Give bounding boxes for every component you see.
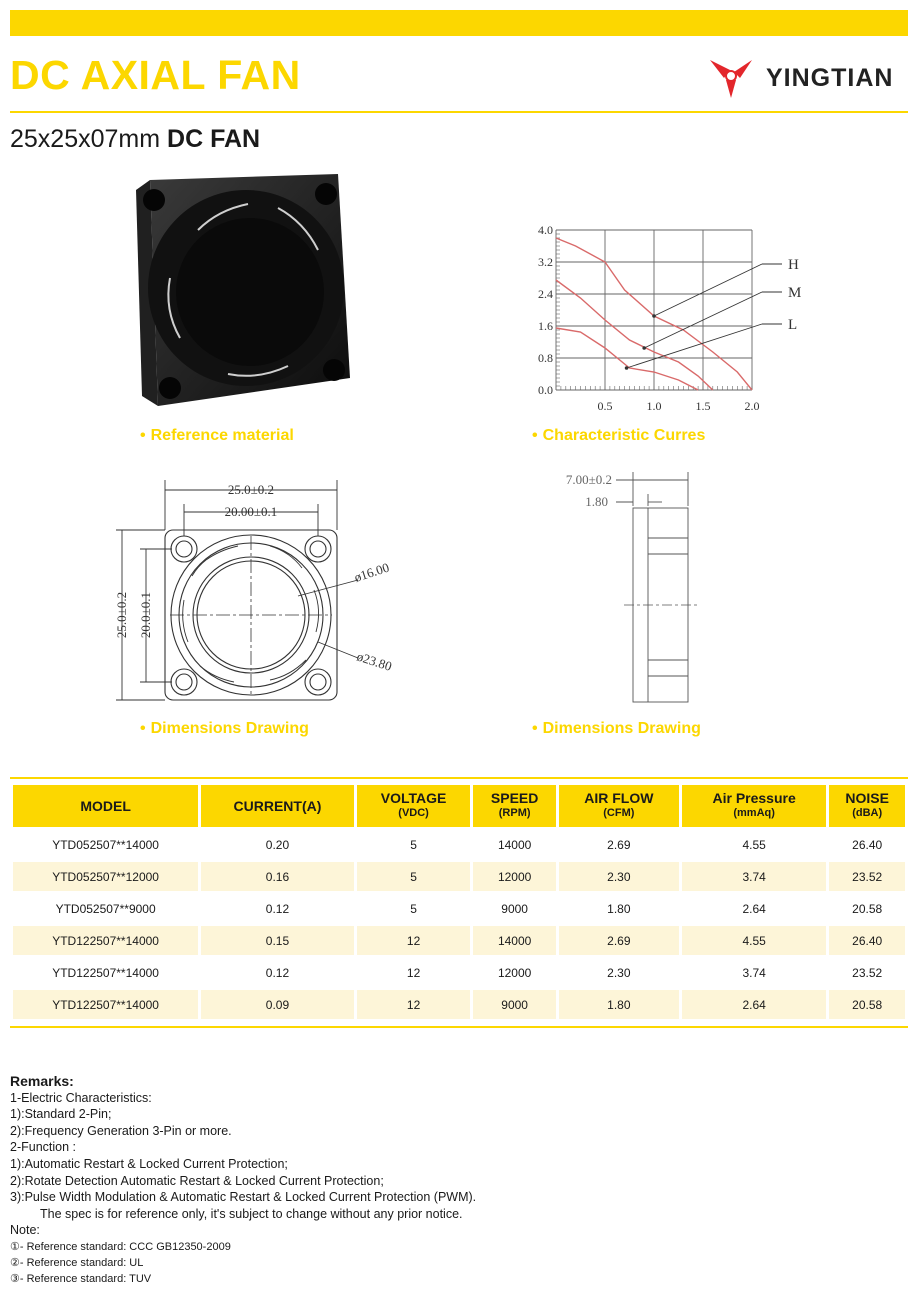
column-header-label: SPEED (490, 790, 539, 806)
table-row (13, 894, 905, 923)
table-top-divider (10, 777, 908, 779)
dim-outer-diameter-label: ø23.80 (355, 648, 394, 674)
table-cell: 2.64 (682, 990, 826, 1019)
header-divider (10, 111, 908, 113)
subtitle-type: DC FAN (167, 125, 261, 153)
dim-thickness-label: 7.00±0.2 (565, 472, 612, 487)
remark-line: 2):Rotate Detection Automatic Restart & Locked Current Protection; (10, 1173, 384, 1188)
table-cell: 26.40 (852, 837, 883, 852)
table-cell: 2.30 (607, 965, 631, 980)
table-row (13, 958, 905, 987)
product-subtitle (10, 125, 260, 154)
fan-photo (128, 170, 358, 410)
subtitle-size: 25x25x07mm (10, 125, 161, 153)
x-tick-label: 1.0 (646, 399, 662, 413)
series-label-M: M (788, 285, 802, 301)
y-tick-label: 1.6 (538, 319, 553, 333)
leader-line-L (627, 324, 762, 368)
remark-line: 1):Standard 2-Pin; (10, 1107, 112, 1122)
table-row (13, 926, 905, 955)
leader-dot-H (652, 314, 656, 318)
column-header (682, 785, 826, 827)
dim-width-label: 25.0±0.2 (227, 482, 275, 497)
column-header-label: Air Pressure (712, 790, 796, 806)
table-cell: 14000 (497, 837, 532, 852)
note-label: Note: (10, 1223, 40, 1238)
table-cell: 5 (410, 837, 417, 852)
column-header-label: VOLTAGE (380, 790, 447, 806)
brand-name: YINGTIAN (766, 64, 894, 92)
table-cell: 12 (357, 990, 471, 1019)
y-tick-label: 0.8 (538, 351, 553, 365)
column-header-unit: (dBA) (852, 807, 883, 819)
table-cell: YTD122507**14000 (13, 990, 198, 1019)
table-row (13, 990, 905, 1019)
reference-standard: ②- Reference standard: UL (10, 1256, 144, 1269)
series-label-H: H (788, 257, 799, 273)
table-cell: 0.20 (265, 837, 290, 852)
table-cell: YTD052507**12000 (13, 862, 198, 891)
top-accent-bar (10, 10, 908, 36)
table-bottom-divider (10, 1026, 908, 1028)
column-header-unit: (mmAq) (733, 807, 775, 819)
caption-characteristic-curves: • Characteristic Curres (532, 427, 705, 445)
table-cell: 12000 (473, 862, 555, 891)
column-header-unit: (VDC) (398, 807, 429, 819)
y-tick-label: 4.0 (538, 223, 553, 237)
caption-dimensions-side: • Dimensions Drawing (532, 720, 701, 738)
table-cell: 26.40 (829, 926, 905, 955)
table-cell: 0.09 (201, 990, 353, 1019)
table-body (13, 830, 905, 1019)
table-cell: 9000 (473, 990, 555, 1019)
column-header-label: AIR FLOW (584, 790, 654, 806)
y-tick-label: 0.0 (538, 383, 553, 397)
characteristic-chart (520, 218, 800, 418)
reference-standard: ①- Reference standard: CCC GB12350-2009 (10, 1240, 231, 1253)
brand-logo (706, 56, 910, 100)
table-cell: 20.58 (852, 901, 883, 916)
column-header-label: NOISE (845, 790, 889, 806)
table-cell: 14000 (473, 926, 555, 955)
table-cell: 9000 (501, 901, 528, 916)
dim-hole-spacing-vertical-label: 20.0±0.1 (138, 591, 153, 639)
leader-line-H (654, 264, 762, 316)
spec-table (10, 782, 908, 1022)
table-cell: 4.55 (742, 837, 766, 852)
table-cell: 0.15 (201, 926, 353, 955)
column-header-label: CURRENT(A) (233, 797, 322, 814)
chart-grid (556, 230, 752, 390)
table-cell: 5 (357, 862, 471, 891)
y-tick-label: 2.4 (538, 287, 553, 301)
table-cell: 1.80 (607, 901, 631, 916)
caption-dimensions-front: • Dimensions Drawing (140, 720, 309, 738)
remark-line: 2):Frequency Generation 3-Pin or more. (10, 1123, 232, 1138)
x-tick-label: 0.5 (597, 399, 613, 413)
table-cell: YTD122507**14000 (52, 965, 159, 980)
x-tick-label: 2.0 (744, 399, 760, 413)
x-tick-label: 1.5 (695, 399, 711, 413)
dim-flange-label: 1.80 (585, 494, 608, 509)
leader-dot-L (625, 366, 629, 370)
y-tick-label: 3.2 (538, 255, 553, 269)
table-cell: 0.16 (201, 862, 353, 891)
remarks-title: Remarks: (10, 1073, 74, 1089)
remark-line: 2-Function : (10, 1140, 77, 1155)
table-cell: 12 (406, 965, 421, 980)
table-row (13, 830, 905, 859)
table-cell: 23.52 (829, 862, 905, 891)
column-header-unit: (RPM) (498, 807, 531, 819)
table-cell: 3.74 (682, 862, 826, 891)
dim-height-label: 25.0±0.2 (114, 591, 129, 639)
reference-standard: ③- Reference standard: TUV (10, 1272, 152, 1285)
table-cell: YTD052507**14000 (52, 837, 159, 852)
table-cell: 5 (410, 901, 417, 916)
table-cell: 2.69 (559, 926, 679, 955)
column-header-label: MODEL (80, 797, 131, 814)
table-cell: 2.30 (559, 862, 679, 891)
table-cell: YTD052507**9000 (55, 901, 156, 916)
chart-ticks (538, 223, 760, 413)
column-header (13, 785, 198, 827)
caption-reference-material: • Reference material (140, 427, 294, 445)
column-header-unit: (CFM) (603, 807, 635, 819)
table-cell: 12 (357, 926, 471, 955)
remark-line: 1-Electric Characteristics: (10, 1090, 152, 1105)
table-cell: 23.52 (852, 965, 883, 980)
remark-line: 1):Automatic Restart & Locked Current Protection; (10, 1156, 288, 1171)
column-header (473, 785, 555, 827)
remark-line: 3):Pulse Width Modulation & Automatic Restart & Locked Current Protection (PWM). (10, 1190, 477, 1205)
series-label-L: L (788, 317, 798, 333)
table-cell: 12000 (497, 965, 532, 980)
table-cell: 3.74 (742, 965, 766, 980)
table-cell: 0.12 (265, 901, 290, 916)
table-cell: 20.58 (829, 990, 905, 1019)
brand-logo-icon (706, 56, 756, 100)
column-header (201, 785, 353, 827)
front-dimension-drawing (110, 470, 420, 715)
table-row (13, 862, 905, 891)
table-cell: 0.12 (265, 965, 290, 980)
side-dimension-drawing (540, 466, 720, 711)
dim-hub-diameter-label: ø16.00 (352, 559, 391, 585)
remarks-disclaimer: The spec is for reference only, it's subject to change without any prior notice. (40, 1206, 463, 1221)
dim-hole-spacing-label: 20.00±0.1 (224, 504, 278, 519)
leader-dot-M (642, 346, 646, 350)
remarks-section (10, 1073, 476, 1287)
column-header (559, 785, 679, 827)
table-cell: 4.55 (682, 926, 826, 955)
page-title: DC AXIAL FAN (10, 52, 301, 98)
column-header (357, 785, 471, 827)
column-header (829, 785, 905, 827)
table-cell: 1.80 (559, 990, 679, 1019)
table-cell: 2.64 (742, 901, 766, 916)
table-header-row (13, 785, 905, 827)
table-cell: 2.69 (607, 837, 631, 852)
table-cell: YTD122507**14000 (13, 926, 198, 955)
